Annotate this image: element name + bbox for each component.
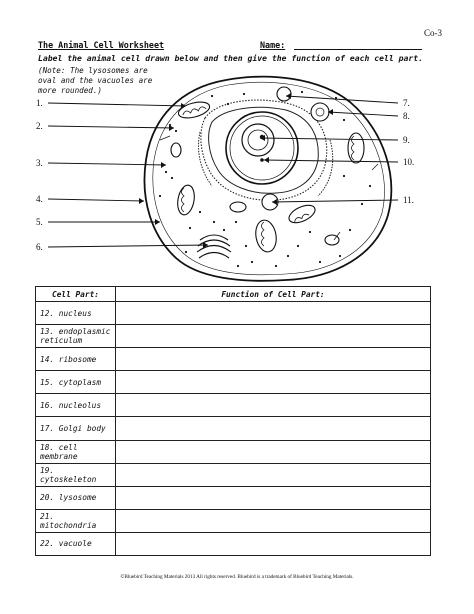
function-answer-field[interactable] [116, 486, 431, 509]
diagram-label-10: 10. [403, 157, 415, 167]
cell-part-name: 20. lysosome [36, 486, 116, 509]
diagram-label-4: 4. [36, 194, 43, 204]
diagram-label-1: 1. [36, 98, 43, 108]
cell-part-name: 21. mitochondria [36, 509, 116, 532]
lysosome [230, 202, 246, 212]
function-answer-field[interactable] [116, 463, 431, 486]
page-code: Co-3 [424, 28, 442, 38]
diagram-label-2: 2. [36, 121, 43, 131]
worksheet-title: The Animal Cell Worksheet [38, 40, 165, 50]
table-header-row [36, 287, 431, 302]
vacuole [277, 87, 291, 101]
diagram-label-7: 7. [403, 98, 410, 108]
table-row [36, 302, 431, 325]
vacuole [311, 103, 329, 121]
diagram-label-8: 8. [403, 111, 410, 121]
table-row [36, 486, 431, 509]
cell-part-header: Cell Part: [36, 287, 116, 302]
table-row [36, 440, 431, 463]
function-header: Function of Cell Part: [116, 287, 431, 302]
function-answer-field[interactable] [116, 302, 431, 325]
function-answer-field[interactable] [116, 509, 431, 532]
cell-part-name: 17. Golgi body [36, 417, 116, 440]
function-answer-field[interactable] [116, 532, 431, 555]
function-answer-field[interactable] [116, 417, 431, 440]
cell-part-name: 14. ribosome [36, 348, 116, 371]
diagram-label-6: 6. [36, 242, 43, 252]
function-answer-field[interactable] [116, 394, 431, 417]
copyright-footer: ©Bluebird Teaching Materials 2013 All rights reserved. Bluebird is a trademark of Bluebird Teaching Materials. [120, 574, 354, 580]
table-row [36, 463, 431, 486]
animal-cell-diagram [0, 0, 474, 290]
function-answer-field[interactable] [116, 325, 431, 348]
table-row [36, 348, 431, 371]
name-label: Name: [260, 40, 286, 50]
cell-part-name: 19. cytoskeleton [36, 463, 116, 486]
table-body [36, 302, 431, 556]
diagram-label-9: 9. [403, 135, 410, 145]
diagram-label-5: 5. [36, 217, 43, 227]
cell-part-name: 13. endoplasmic reticulum [36, 325, 116, 348]
cell-part-name: 18. cell membrane [36, 440, 116, 463]
table-row [36, 532, 431, 555]
table-row [36, 325, 431, 348]
function-answer-field[interactable] [116, 440, 431, 463]
lysosome [171, 143, 181, 157]
cell-part-name: 15. cytoplasm [36, 371, 116, 394]
table-row [36, 394, 431, 417]
cell-part-name: 16. nucleolus [36, 394, 116, 417]
diagram-label-3: 3. [36, 158, 43, 168]
function-answer-field[interactable] [116, 348, 431, 371]
diagram-label-11: 11. [403, 195, 414, 205]
table-row [36, 509, 431, 532]
function-answer-field[interactable] [116, 371, 431, 394]
cell-part-name: 22. vacuole [36, 532, 116, 555]
table-row [36, 371, 431, 394]
cell-part-table [35, 286, 431, 556]
lysosome-note: (Note: The lysosomes are oval and the vacuoles are more rounded.) [38, 66, 153, 95]
table-row [36, 417, 431, 440]
cell-part-name: 12. nucleus [36, 302, 116, 325]
instructions: Label the animal cell drawn below and then give the function of each cell part. [38, 53, 423, 63]
